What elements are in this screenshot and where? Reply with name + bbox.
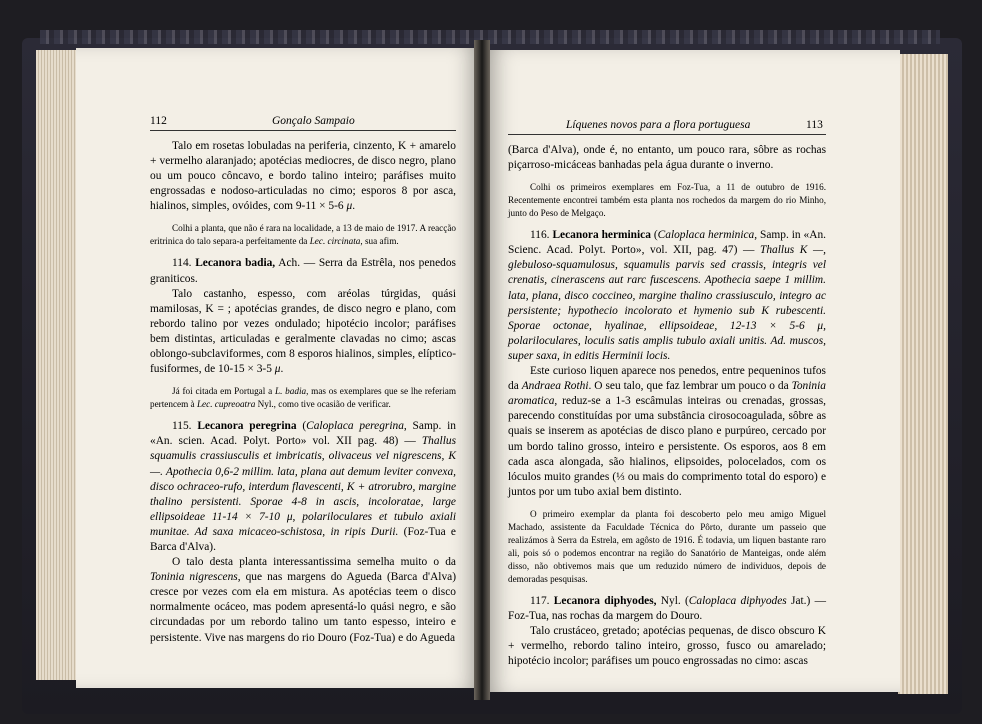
right-paragraph: Este curioso liquen aparece nos penedos, entre pequeninos tufos da Andraea Rothi. O seu talo, que faz lembrar um pouco o da Toninia aromatica, reduz-se a 1-3 escâmulas inteiras ou crenadas, grossas, parecendo constituídas por uma substância cirosocoagulada, sôbre as quais se inserem as apotécias de disco plano e purpúreo, cercado por um bordo talino grosso, inteiro e persistente. Os esporos, aos 8 em cada asca alongada, são hialinos, elipsoides, polocelados, com os lóculos muito grandes (⅓ ou mais do comprimento total do esporo) e juntos por um tubo axial bem distinto. [508,365,826,498]
right-page-text [508,143,826,669]
left-running-head: Gonçalo Sampaio [272,115,355,127]
right-paragraph: 116. Lecanora herminica (Caloplaca herminica, Samp. in «An. Scienc. Acad. Polyt. Porto», vol. XII, pag. 47) — Thallus K —, glebuloso-squamulosus, squamulis parvis sed crassis, integris vel crenatis, cinerascens aut rarc fuscescens. Apothecia saepe 1 millim. lata, plana, disco coccineo, margine thalino crassiusculo, integro ac persistente; hypothecio incolorato et hymenio sub K rubescenti. Sporae octonae, hyalinae, ellipsoideae, 12-13 × 5-6 μ, polariloculares, loculis satis amplis tubulo axiali unitis. Ad. muscos, super saxa, in editis Herminii locis. [508,229,826,362]
left-paragraph: Talo castanho, espesso, com aréolas túrgidas, quási mamilosas, K = ; apotécias grandes, de disco negro e plano, com rebordo talino por vezes ondulado; hipotécio incolor; paráfises bem distintas, articuladas e geralmente clavadas no cimo; ascas oblongo-subclaviformes, com 8 esporos hialinos, simples, elíptico-fusiformes, de 10-15 × 3-5 μ. [150,287,456,376]
left-note-paragraph: Já foi citada em Portugal a L. badia, mas os exemplares que se lhe referiam pertencem à Lec. cupreoatra Nyl., como tive ocasião de verificar. [150,386,456,410]
left-page-text [150,139,456,646]
left-page-number: 112 [150,115,167,127]
right-paragraph: (Barca d'Alva), onde é, no entanto, um pouco rara, sôbre as rochas piçarroso-micáceas banhadas pela água durante o inverno. [508,144,826,172]
left-paragraph: O talo desta planta interessantissima semelha muito o da Toninia nigrescens, que nas margens do Agueda (Barca d'Alva) cresce por vezes com ela em mistura. As apotécias teem o disco normalmente ocáceo, mas podem apresentá-lo quási negro, e são circundadas por um rebordo talino um tanto espesso, inteiro e persistente. Vive nas margens do rio Douro (Foz-Tua) e do Agueda [150,556,457,644]
left-page-edges [36,50,80,680]
left-paragraph: Talo em rosetas lobuladas na periferia, cinzento, K + amarelo + vermelho alaranjado; apotécias mediocres, de disco negro, plano ou um pouco côncavo, e bordo talino inteiro; paráfises muito engrossadas e nodoso-articuladas no cimo; esporos 8 por asca, hialinos, simples, ovóides, com 9-11 × 5-6 μ. [150,140,456,213]
right-note-paragraph: O primeiro exemplar da planta foi descoberto pelo meu amigo Miguel Machado, assistente da Faculdade Técnica do Pôrto, durante um passeio que realizámos à Serra da Estrela, em agôsto de 1916. É todavia, um liquen bastante raro ali, pois só o podemos encontrar na região do Sanatório de Manteigas, onde além disso, não obtivemos mais que um reduzido número de individuos, depois de demoradas pesquisas. [508,508,826,584]
book-binding [40,30,940,44]
right-page-number: 113 [806,119,823,131]
right-paragraph: 117. Lecanora diphyodes, Nyl. (Caloplaca diphyodes Jat.) — Foz-Tua, nas rochas da margem do Douro. [508,594,826,622]
right-page-edges [898,54,948,694]
book-gutter [474,40,490,700]
left-paragraph: 115. Lecanora peregrina (Caloplaca peregrina, Samp. in «An. scien. Acad. Polyt. Porto» vol. XII pag. 48) — Thallus squamulis crassiusculis et imbricatis, olivaceus vel nigrescens, K —. Apothecia 0,6-2 millim. lata, plana aut demum leviter convexa, disco ochraceo-rufo, interdum flavescenti, K + atrorubro, margine thalino persistenti. Sporae 4-8 in ascis, incoloratae, large ellipsoideae 11-14 × 7-10 μ, polariloculares et tubulo axiali munitae. Ad saxa micaceo-schistosa, in ripis Durii. (Foz-Tua e Barca d'Alva). [150,420,456,553]
left-header-rule [150,130,456,131]
right-running-head: Líquenes novos para a flora portuguesa [566,119,751,131]
right-paragraph: Talo crustáceo, gretado; apotécias pequenas, de disco obscuro K + vermelho, rebordo talino inteiro, grosso, fusco ou amarelado; hipotécio incolor; paráfises um pouco engrossadas no cimo: ascas [508,625,826,668]
left-paragraph: 114. Lecanora badia, Ach. — Serra da Estrêla, nos penedos graniticos. [150,257,456,285]
right-note-paragraph: Colhi os primeiros exemplares em Foz-Tua, a 11 de outubro de 1916. Recentemente encontrei também esta planta nos rochedos da margem do rio Minho, junto do Peso de Melgaço. [508,182,826,219]
left-note-paragraph: Colhi a planta, que não é rara na localidade, a 13 de maio de 1917. A reacção eritrinica do talo separa-a perfeitamente da Lec. circinata, sua afim. [150,223,456,247]
right-header-rule [508,134,826,135]
